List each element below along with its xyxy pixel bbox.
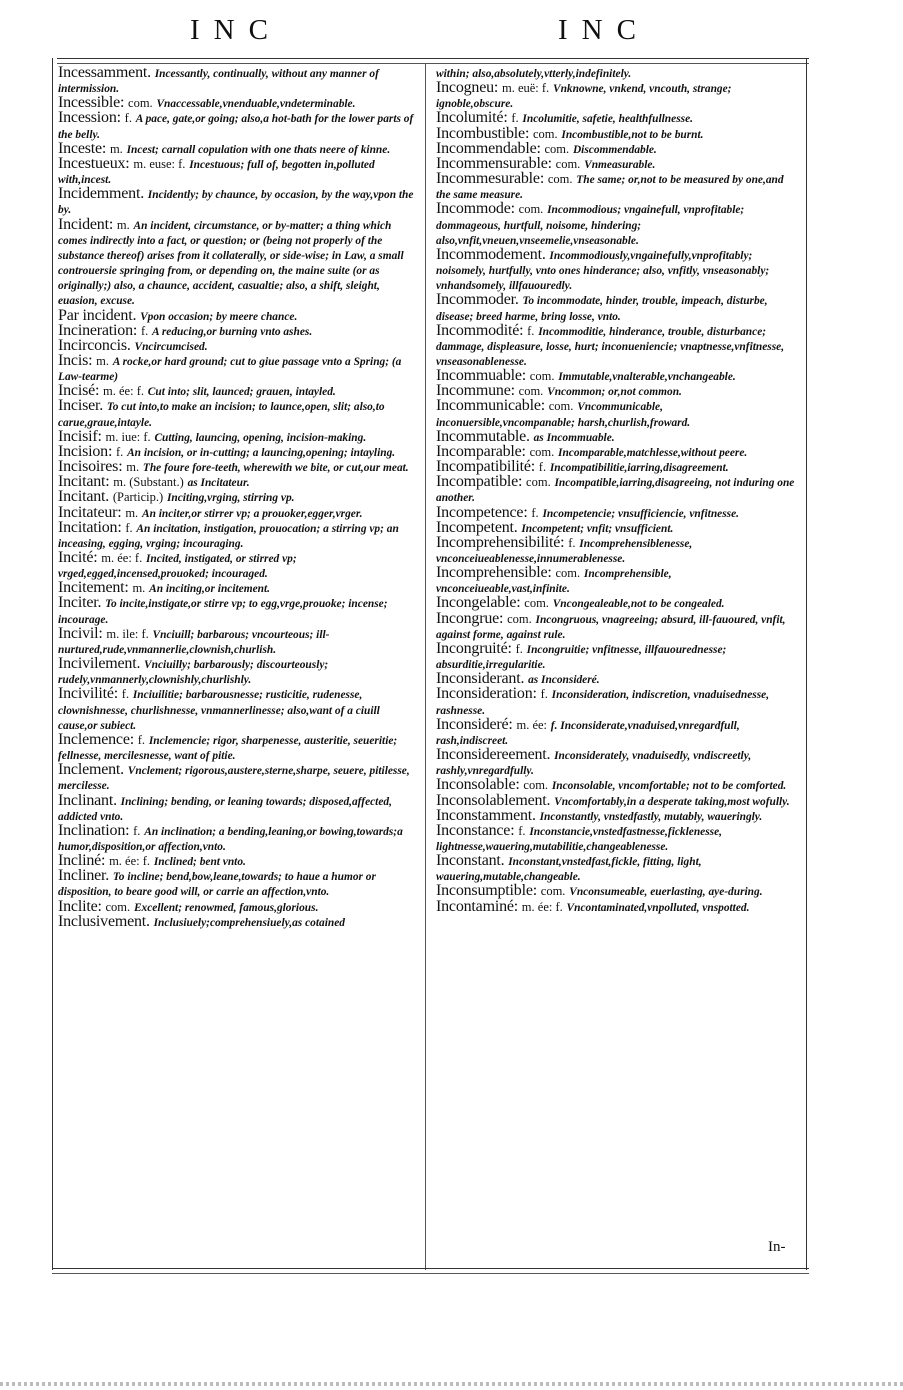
- dictionary-entry: [58, 730, 418, 763]
- grammar-note: m.: [132, 581, 146, 596]
- definition: The same; or,not to be measured by one,and the same measure.: [436, 174, 784, 202]
- grammar-note: m.: [116, 217, 130, 232]
- definition: Vncircumcised.: [134, 340, 208, 353]
- headword: Incommoder.: [436, 291, 519, 309]
- headword: Incompetence:: [436, 503, 528, 521]
- grammar-note: com.: [529, 369, 555, 384]
- grammar-note: m. ée: f.: [103, 384, 144, 399]
- headword: Incivilement.: [58, 655, 141, 673]
- dictionary-entry: [58, 66, 418, 96]
- definition: Inciting,vrging, stirring vp.: [166, 492, 295, 505]
- grammar-note: com.: [526, 475, 551, 490]
- headword: Incisif:: [58, 427, 102, 445]
- dictionary-entry: [58, 336, 418, 354]
- headword: Incitant:: [58, 473, 110, 491]
- dictionary-entry: [58, 869, 418, 899]
- headword: Incogneu:: [436, 79, 499, 97]
- definition: Vnciuill; barbarous; vncourteous; ill-nurtured,rude,vnmannerlie,clownish,churlish.: [58, 628, 330, 656]
- headword: Incirconcis.: [58, 336, 131, 354]
- bottom-rule: [52, 1268, 809, 1269]
- definition: Inclining; bending, or leaning towards; disposed,affected, addicted vnto.: [58, 795, 392, 823]
- grammar-note: m.: [126, 460, 140, 475]
- definition: Cutting, launcing, opening, incision-making.: [154, 431, 367, 444]
- grammar-note: f.: [540, 687, 548, 702]
- grammar-note: f.: [538, 460, 547, 475]
- headword: Incliner.: [58, 867, 110, 885]
- dictionary-entry: [58, 821, 418, 854]
- headword: Incommesurable:: [436, 170, 545, 188]
- definition: Incompatibilitie,iarring,disagreement.: [549, 462, 729, 475]
- dictionary-entry: [436, 475, 798, 505]
- dictionary-entry: [436, 821, 798, 854]
- definition: Discommendable.: [572, 143, 657, 156]
- definition: Inciuilitie; barbarousnesse; rusticitie, rudenesse, clownishnesse, churlishnesse, vnmannerlinesse; also,want of a ciuill cause,or subiect.: [58, 689, 380, 732]
- definition: Incompatible,iarring,disagreeing, not induring one another.: [436, 477, 795, 505]
- headword: Incident:: [58, 215, 114, 233]
- headword: Incommodité:: [436, 321, 524, 339]
- definition: Vnconsumeable, euerlasting, aye-during.: [569, 886, 763, 899]
- definition: f. Inconsiderate,vnaduised,vnregardfull, rash,indiscreet.: [436, 719, 740, 747]
- definition: An incitation, instigation, prouocation; a stirring vp; an inceasing, egging, vrging; incouraging.: [58, 522, 399, 550]
- grammar-note: f.: [140, 323, 149, 338]
- dictionary-entry: [58, 763, 418, 793]
- definition: Incomprehensible, vnconceiueable,vast,infinite.: [436, 568, 672, 596]
- definition: Vncontaminated,vnpolluted, vnspotted.: [566, 901, 750, 914]
- dictionary-entry: [58, 351, 418, 384]
- grammar-note: m. ée: f.: [109, 854, 151, 869]
- definition: Inclemencie; rigor, sharpenesse, austeritie, seueritie; fellnesse, mercilesnesse, want of pitie.: [58, 734, 398, 763]
- dictionary-entry: [436, 748, 798, 778]
- headword: Inconsideration:: [436, 685, 537, 703]
- grammar-note: f.: [121, 687, 130, 702]
- headword: Incomprehensible:: [436, 564, 552, 582]
- definition: Incommoditie, hinderance, trouble, disturbance; dammage, displeasure, losse, hurt; inconueniencie; vnaptnesse,vnfitnesse, vnseasonablenesse.: [436, 325, 785, 368]
- definition: Vnciuilly; barbarously; discourteously; rudely,vnmannerly,clownishly,churlishly.: [58, 659, 329, 687]
- dictionary-entry: [58, 596, 418, 626]
- headword: Incitateur:: [58, 503, 122, 521]
- grammar-note: f.: [115, 444, 124, 459]
- headword: Incombustible:: [436, 124, 530, 142]
- definition: Excellent; renowmed, famous,glorious.: [133, 901, 319, 914]
- dictionary-entry: [58, 384, 418, 399]
- grammar-note: m.: [96, 353, 109, 368]
- headword: Inciter.: [58, 594, 102, 612]
- headword: Inconsideré:: [436, 715, 513, 733]
- dictionary-entry: [58, 854, 418, 869]
- headword: Incis:: [58, 351, 93, 369]
- grammar-note: com.: [105, 899, 131, 914]
- left-column: [58, 66, 418, 930]
- dictionary-entry: [436, 399, 798, 429]
- definition: Incommodiously,vngainefully,vnprofitably; noisomely, hurtfully, vnto ones hinderance; also, vnfitly, vnseasonably; vnhandsomely, illfauouredly.: [436, 249, 770, 293]
- definition: Vnmeasurable.: [584, 158, 656, 171]
- headword: Incomprehensibilité:: [436, 533, 565, 551]
- headword: Incitement:: [58, 579, 129, 597]
- dictionary-entry: [58, 791, 418, 824]
- definition: Incited, instigated, or stirred vp; vrged,egged,incensed,prouoked; incouraged.: [58, 553, 297, 581]
- right-column: [436, 66, 798, 915]
- definition: Vncommunicable, inconuersible,vncompanable; harsh,churlish,froward.: [436, 401, 691, 429]
- headword: Inconsiderant.: [436, 670, 525, 688]
- dictionary-entry: [436, 533, 798, 566]
- definition: Incongruous, vnagreeing; absurd, ill-fauoured, vnfit, against forme, against rule.: [436, 613, 786, 641]
- dictionary-entry: [436, 687, 798, 717]
- definition: Incest; carnall copulation with one thats neere of kinne.: [126, 143, 391, 156]
- definition: A reducing,or burning vnto ashes.: [152, 325, 313, 338]
- definition: Inconstant,vnstedfast,fickle, fitting, light, wauering,mutable,changeable.: [436, 856, 702, 884]
- grammar-note: f.: [511, 111, 519, 126]
- headword: Incommunicable:: [436, 397, 545, 415]
- definition: An inciting,or incitement.: [149, 583, 270, 596]
- headword: Inconsidereement.: [436, 746, 551, 764]
- definition: To incline; bend,bow,leane,towards; to haue a humor or disposition, to beare good will, or carrie an affection,vnto.: [58, 871, 376, 899]
- headword: Incitation:: [58, 518, 122, 536]
- headword: Incisé:: [58, 382, 100, 400]
- definition: as Inconsideré.: [528, 674, 600, 687]
- top-rule-inner: [57, 63, 809, 64]
- definition: Incompetent; vnfit; vnsufficient.: [521, 522, 674, 535]
- definition: as Incitateur.: [187, 477, 250, 490]
- top-rule: [57, 58, 809, 59]
- definition: To cut into,to make an incision; to launce,open, slit; also,to carue,graue,intayle.: [58, 401, 385, 429]
- grammar-note: m.: [125, 505, 139, 520]
- grammar-note: f.: [137, 732, 146, 747]
- dictionary-entry: [58, 215, 418, 309]
- grammar-note: com.: [524, 596, 549, 611]
- headword: Inclemence:: [58, 730, 134, 748]
- headword: Incliné:: [58, 852, 106, 870]
- headword: Inconstamment.: [436, 806, 536, 824]
- dictionary-entry: [436, 321, 798, 369]
- headword: Incession:: [58, 109, 121, 127]
- dictionary-entry: [58, 399, 418, 429]
- definition: within; also,absolutely,vtterly,indefinitely.: [436, 68, 632, 80]
- headword: Inclusivement.: [58, 912, 150, 930]
- headword: Par incident.: [58, 306, 137, 324]
- headword: Inconsumptible:: [436, 882, 537, 900]
- headword: Incivilité:: [58, 685, 119, 703]
- grammar-note: m. euë: f.: [501, 81, 550, 96]
- definition: To incite,instigate,or stirre vp; to egg,vrge,prouoke; incense; incourage.: [58, 598, 388, 626]
- definition: Inconstancie,vnstedfastnesse,ficklenesse, lightnesse,wauering,mutabilitie,changeablenesse.: [436, 825, 722, 853]
- dictionary-entry: [58, 518, 418, 551]
- headword: Incisoires:: [58, 458, 123, 476]
- definition: Vnclement; rigorous,austere,sterne,sharpe, seuere, pitilesse, mercilesse.: [58, 765, 410, 793]
- grammar-note: com.: [548, 399, 574, 414]
- grammar-note: com.: [529, 444, 555, 459]
- definition: Incomparable,matchlesse,without peere.: [558, 446, 748, 459]
- grammar-note: f.: [531, 505, 539, 520]
- definition: Incongruitie; vnfitnesse, illfauourednesse; absurditie,irregularitie.: [436, 643, 727, 672]
- dictionary-entry: [58, 111, 418, 141]
- headword: Incommensurable:: [436, 154, 552, 172]
- definition: An incision, or in-cutting; a launcing,opening; intayling.: [127, 446, 396, 459]
- grammar-note: (Particip.): [112, 490, 164, 505]
- grammar-note: f.: [133, 823, 141, 838]
- headword: Incitant.: [58, 488, 110, 506]
- definition: Vncommon; or,not common.: [547, 386, 682, 399]
- definition: Vnknowne, vnkend, vncouth, strange; ignoble,obscure.: [436, 83, 732, 111]
- headword: Incontaminé:: [436, 897, 519, 915]
- definition: A pace, gate,or going; also,a hot-bath for the lower parts of the belly.: [58, 113, 414, 141]
- dictionary-entry: [436, 202, 798, 247]
- grammar-note: com.: [128, 96, 153, 111]
- definition: Incombustible,not to be burnt.: [561, 128, 704, 141]
- headword: Inciser.: [58, 397, 104, 415]
- definition: Incomprehensiblenesse, vnconceiueablenesse,innumerablenesse.: [436, 537, 693, 565]
- headword: Inconstance:: [436, 821, 515, 839]
- grammar-note: com.: [518, 384, 544, 399]
- dictionary-entry: [58, 657, 418, 687]
- grammar-note: m. ée: f.: [521, 899, 563, 914]
- headword: Incestueux:: [58, 154, 130, 172]
- headword: Incidemment.: [58, 185, 145, 203]
- grammar-note: f.: [515, 641, 523, 656]
- headword: Incolumité:: [436, 109, 508, 127]
- definition: An inciter,or stirrer vp; a prouoker,egger,vrger.: [141, 507, 363, 520]
- grammar-note: m. ile: f.: [106, 626, 149, 641]
- definition: Cut into; slit, launced; grauen, intayled.: [147, 386, 336, 399]
- definition: Inconsiderately, vnaduisedly, vndiscreetly, rashly,vnregardfully.: [436, 750, 752, 778]
- headword: Incompatibilité:: [436, 458, 535, 476]
- definition: The foure fore-teeth, wherewith we bite, or cut,our meat.: [142, 462, 409, 475]
- definition: Inconsolable, vncomfortable; not to be comforted.: [551, 780, 787, 793]
- grammar-note: f.: [527, 323, 535, 338]
- headword: Incommuable:: [436, 367, 527, 385]
- right-frame-rule: [806, 58, 807, 1270]
- grammar-note: com.: [532, 126, 558, 141]
- definition: An inclination; a bending,leaning,or bowing,towards;a humor,disposition,or affection,vnto.: [58, 825, 403, 853]
- definition: Incidently; by chaunce, by occasion, by the way,vpon the by.: [58, 189, 414, 217]
- definition: Vpon occasion; by meere chance.: [140, 310, 298, 323]
- dictionary-entry: [436, 854, 798, 884]
- dictionary-entry: [436, 566, 798, 596]
- headword: Inclement.: [58, 761, 124, 779]
- headword: Incongruité:: [436, 639, 512, 657]
- headword: Inconstant.: [436, 852, 505, 870]
- running-head-left: INC: [190, 14, 282, 46]
- definition: as Incommuable.: [533, 431, 615, 444]
- headword: Incommune:: [436, 382, 515, 400]
- definition: An incident, circumstance, or by-matter; a thing which comes indirectly into a fact, or question; or (being not properly of the substance thereof) arises from it collaterally, or side-wise; in Law, a small controuersie springing from, or depending on, the maine suite (or as originally;) also, a chaunce, accident, casualtie; also, a shift, sleight, euasion, excuse.: [58, 219, 404, 308]
- grammar-note: m.: [109, 141, 123, 156]
- dictionary-entry: [58, 154, 418, 187]
- grammar-note: f.: [125, 520, 133, 535]
- definition: Incessantly, continually, without any manner of intermission.: [58, 68, 379, 96]
- dictionary-entry: [436, 81, 798, 111]
- headword: Incessamment.: [58, 64, 151, 81]
- definition: Vncomfortably,in a desperate taking,most wofully.: [554, 795, 790, 808]
- dictionary-entry: [436, 609, 798, 642]
- headword: Incongrue:: [436, 609, 504, 627]
- headword: Incessible:: [58, 94, 125, 112]
- definition: Incommodious; vngainefull, vnprofitable; dommageous, hurtfull, noisome, hindering; also,vnfit,vneuen,vnseemelie,vnseasonable.: [436, 204, 745, 247]
- running-head-right: INC: [558, 14, 650, 46]
- headword: Inconsolable:: [436, 776, 520, 794]
- headword: Incompetent.: [436, 518, 518, 536]
- headword: Incivil:: [58, 624, 103, 642]
- headword: Inconsolablement.: [436, 791, 551, 809]
- definition: Incolumitie, safetie, healthfullnesse.: [522, 113, 693, 126]
- grammar-note: com.: [523, 778, 549, 793]
- headword: Incongelable:: [436, 594, 521, 612]
- dictionary-entry: [58, 460, 418, 475]
- headword: Inceste:: [58, 139, 107, 157]
- dictionary-entry: [58, 687, 418, 732]
- catchword: In-: [768, 1239, 786, 1255]
- grammar-note: m. euse: f.: [133, 156, 186, 171]
- headword: Inclinant.: [58, 791, 117, 809]
- dictionary-entry: [58, 187, 418, 217]
- dictionary-entry: [58, 581, 418, 596]
- dictionary-entry: [436, 897, 798, 915]
- headword: Incineration:: [58, 321, 138, 339]
- grammar-note: com.: [544, 141, 570, 156]
- definition: Inconsideration, indiscretion, vnaduisednesse, rashnesse.: [436, 689, 770, 717]
- headword: Inclination:: [58, 821, 130, 839]
- headword: Incommutable.: [436, 427, 530, 445]
- definition: Incompetencie; vnsufficiencie, vnfitnesse.: [542, 507, 739, 520]
- dictionary-entry: [436, 293, 798, 323]
- definition: Inclined; bent vnto.: [153, 856, 246, 869]
- headword: Incommodement.: [436, 245, 546, 263]
- dictionary-entry: [436, 715, 798, 748]
- dictionary-entry: [436, 639, 798, 672]
- grammar-note: com.: [555, 566, 581, 581]
- definition: A rocke,or hard ground; cut to giue passage vnto a Spring; (a Law-tearme): [58, 355, 402, 384]
- definition: Vnaccessable,vnenduable,vndeterminable.: [156, 98, 356, 111]
- column-separator: [425, 63, 426, 1270]
- grammar-note: m. ée:: [516, 717, 548, 732]
- definition: Incestuous; full of, begotten in,polluted with,incest.: [58, 158, 375, 187]
- grammar-note: m. ée: f.: [101, 551, 143, 565]
- grammar-note: m. (Substant.): [113, 475, 184, 490]
- dictionary-entry: [58, 912, 418, 930]
- grammar-note: com.: [555, 156, 581, 171]
- dictionary-entry: [58, 551, 418, 581]
- grammar-note: com.: [518, 202, 544, 217]
- dictionary-entry: [436, 245, 798, 293]
- grammar-note: m. iue: f.: [105, 429, 151, 444]
- grammar-note: com.: [547, 172, 573, 187]
- dictionary-entry: [58, 624, 418, 657]
- definition: Vncongealeable,not to be congealed.: [552, 598, 725, 611]
- dictionary-entry: [436, 172, 798, 202]
- definition: Inclusiuely;comprehensiuely,as cotained: [153, 916, 345, 929]
- headword: Incommode:: [436, 200, 515, 218]
- grammar-note: f.: [124, 111, 132, 126]
- definition: Inconstantly, vnstedfastly, mutably, waueringly.: [539, 810, 763, 823]
- grammar-note: f.: [518, 823, 526, 838]
- definition: To incommodate, hinder, trouble, impeach, disturbe, disease; breed harme, bring losse, vnto.: [436, 295, 768, 323]
- headword: Inclite:: [58, 897, 102, 915]
- scan-edge: [0, 1382, 903, 1386]
- headword: Incompatible:: [436, 473, 523, 491]
- grammar-note: com.: [540, 884, 566, 899]
- bottom-rule-inner: [52, 1273, 809, 1274]
- grammar-note: f.: [568, 535, 576, 550]
- headword: Incomparable:: [436, 442, 526, 460]
- headword: Incommendable:: [436, 139, 541, 157]
- headword: Incité:: [58, 549, 98, 566]
- grammar-note: com.: [507, 611, 532, 626]
- headword: Incision:: [58, 442, 113, 460]
- definition: Immutable,vnalterable,vnchangeable.: [558, 371, 736, 384]
- dictionary-entry: [58, 475, 418, 490]
- left-frame-rule: [52, 58, 53, 1270]
